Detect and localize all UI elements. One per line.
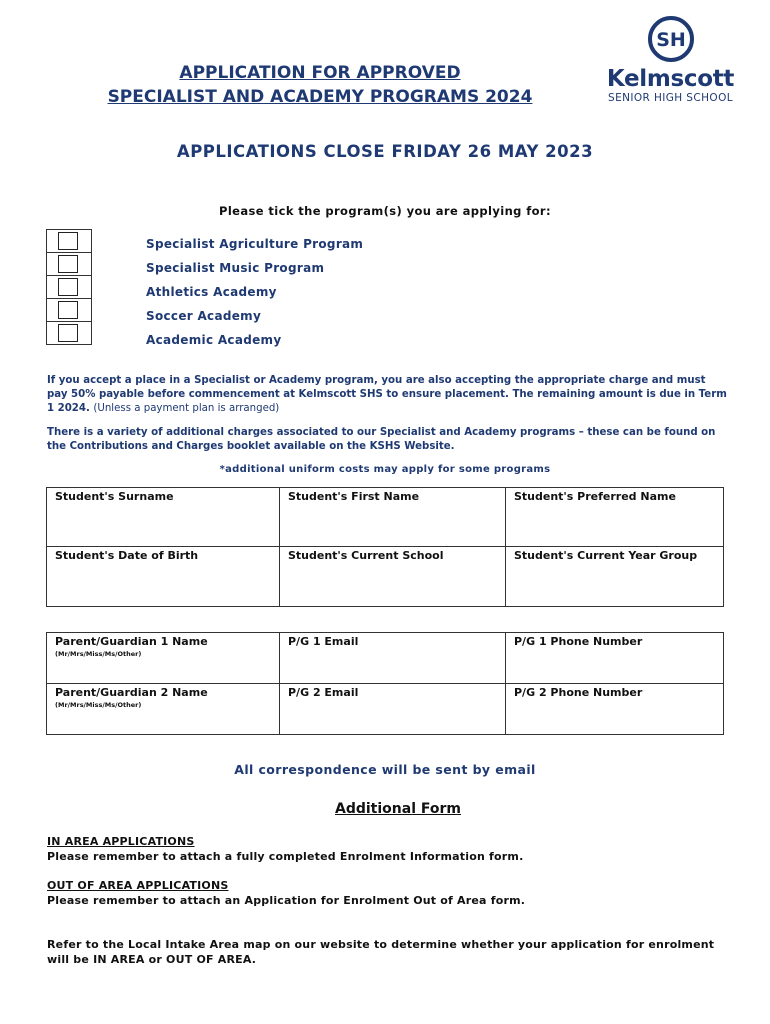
field-label: P/G 1 Phone Number bbox=[514, 635, 643, 648]
program-list bbox=[146, 237, 363, 357]
field-label: Parent/Guardian 1 Name bbox=[55, 635, 208, 648]
title-hint: (Mr/Mrs/Miss/Ms/Other) bbox=[55, 701, 142, 709]
program-checkbox-column bbox=[46, 229, 92, 345]
payment-plan-note: (Unless a payment plan is arranged) bbox=[93, 403, 280, 414]
in-area-text: Please remember to attach a fully completed Enrolment Information form. bbox=[47, 850, 524, 863]
payment-text: If you accept a place in a Specialist or Academy program, you are also accepting the appropriate charge and must pay 50% payable before commencement at Kelmscott SHS to ensure placement. The remaining amount is due in Term 1 2024. bbox=[47, 375, 727, 414]
additional-form-heading: Additional Form bbox=[335, 801, 461, 817]
pg2-name-cell[interactable] bbox=[47, 684, 280, 735]
logo-monogram: SH bbox=[655, 29, 686, 51]
pg1-phone-cell[interactable] bbox=[506, 633, 724, 684]
checkbox-soccer[interactable] bbox=[58, 301, 78, 319]
field-label: P/G 1 Email bbox=[288, 635, 359, 648]
out-area-section bbox=[47, 878, 525, 908]
student-year-group-cell[interactable] bbox=[506, 547, 724, 607]
field-label: Student's First Name bbox=[288, 490, 420, 503]
pg2-phone-cell[interactable] bbox=[506, 684, 724, 735]
checkbox-agriculture[interactable] bbox=[58, 232, 78, 250]
program-label: Academic Academy bbox=[146, 333, 282, 347]
field-label: Student's Current School bbox=[288, 549, 444, 562]
out-area-text: Please remember to attach an Application for Enrolment Out of Area form. bbox=[47, 894, 526, 907]
title-line-2: SPECIALIST AND ACADEMY PROGRAMS 2024 bbox=[107, 87, 533, 107]
field-label: Parent/Guardian 2 Name bbox=[55, 686, 208, 699]
field-label: Student's Date of Birth bbox=[55, 549, 199, 562]
student-dob-cell[interactable] bbox=[47, 547, 280, 607]
uniform-note: *additional uniform costs may apply for some programs bbox=[219, 464, 551, 475]
out-area-heading: OUT OF AREA APPLICATIONS bbox=[47, 879, 229, 892]
form-title bbox=[40, 61, 600, 109]
title-hint: (Mr/Mrs/Miss/Ms/Other) bbox=[55, 650, 142, 658]
school-logo bbox=[598, 16, 743, 116]
student-preferred-name-cell[interactable] bbox=[506, 488, 724, 547]
school-crest-icon bbox=[648, 16, 694, 62]
program-label: Athletics Academy bbox=[146, 285, 277, 299]
program-label: Specialist Music Program bbox=[146, 261, 325, 275]
checkbox-music[interactable] bbox=[58, 255, 78, 273]
charges-paragraph: There is a variety of additional charges associated to our Specialist and Academy programs – these can be found on the Contributions and Charges booklet available on the KSHS Website. bbox=[47, 427, 716, 452]
payment-paragraph bbox=[47, 374, 727, 416]
field-label: Student's Current Year Group bbox=[514, 549, 698, 562]
program-label: Specialist Agriculture Program bbox=[146, 237, 364, 251]
field-label: Student's Surname bbox=[55, 490, 174, 503]
refer-paragraph: Refer to the Local Intake Area map on our website to determine whether your application for enrolment will be IN AREA or OUT OF AREA. bbox=[47, 938, 715, 966]
student-details-table bbox=[46, 487, 724, 607]
in-area-section bbox=[47, 834, 523, 864]
program-label: Soccer Academy bbox=[146, 309, 262, 323]
logo-subtitle: SENIOR HIGH SCHOOL bbox=[608, 92, 733, 104]
in-area-heading: IN AREA APPLICATIONS bbox=[47, 835, 195, 848]
pg1-email-cell[interactable] bbox=[280, 633, 506, 684]
tick-prompt: Please tick the program(s) you are applying for: bbox=[218, 204, 551, 218]
logo-name: Kelmscott bbox=[606, 66, 735, 92]
correspondence-note: All correspondence will be sent by email bbox=[234, 762, 536, 777]
parent-details-table bbox=[46, 632, 724, 735]
field-label: P/G 2 Email bbox=[288, 686, 359, 699]
checkbox-athletics[interactable] bbox=[58, 278, 78, 296]
field-label: Student's Preferred Name bbox=[514, 490, 676, 503]
pg2-email-cell[interactable] bbox=[280, 684, 506, 735]
closing-date: APPLICATIONS CLOSE FRIDAY 26 MAY 2023 bbox=[176, 142, 594, 161]
checkbox-academic[interactable] bbox=[58, 324, 78, 342]
title-line-1: APPLICATION FOR APPROVED bbox=[179, 63, 461, 83]
student-first-name-cell[interactable] bbox=[280, 488, 506, 547]
pg1-name-cell[interactable] bbox=[47, 633, 280, 684]
student-surname-cell[interactable] bbox=[47, 488, 280, 547]
student-school-cell[interactable] bbox=[280, 547, 506, 607]
field-label: P/G 2 Phone Number bbox=[514, 686, 643, 699]
